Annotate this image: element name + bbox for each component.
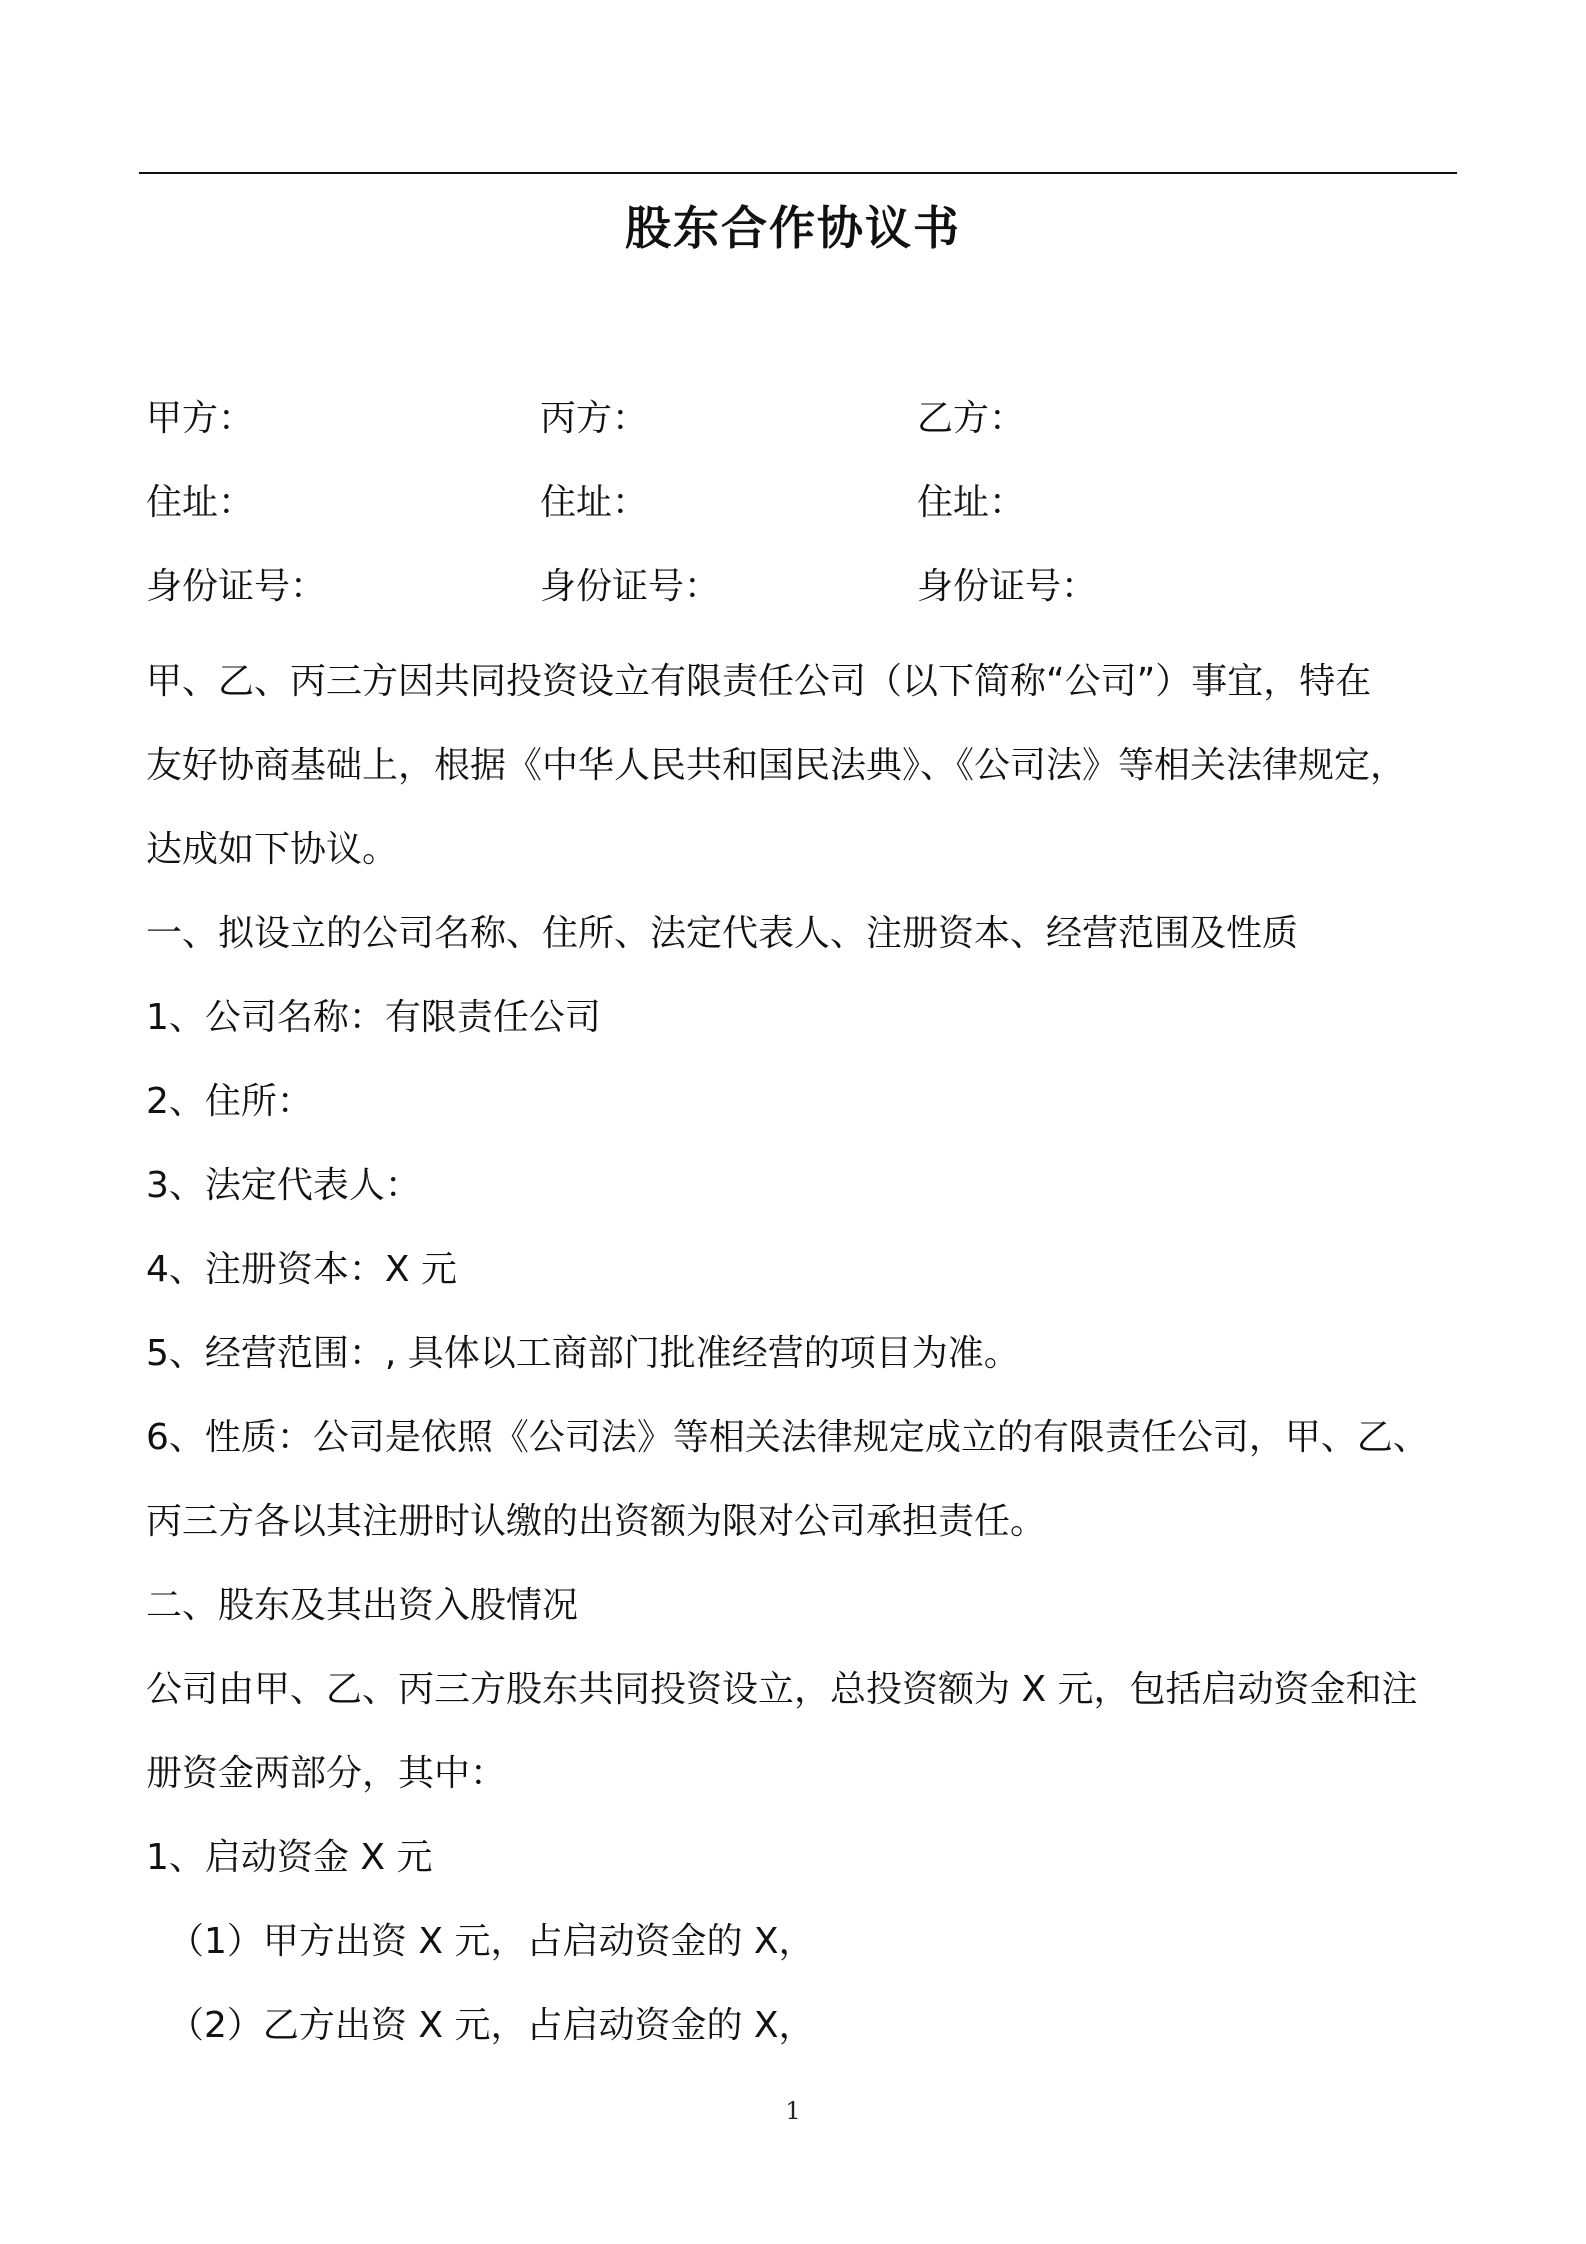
document-title: 股东合作协议书 <box>625 201 961 255</box>
party-a-label: 甲方： <box>146 398 255 439</box>
party-b-address-label: 住址： <box>917 482 1026 523</box>
company-address-item: 2、住所： <box>146 1081 313 1122</box>
party-c-address-label: 住址： <box>540 482 649 523</box>
startup-fund-party-a: （1）甲方出资 X 元，占启动资金的 X， <box>168 1921 815 1962</box>
company-nature-line-1: 6、性质：公司是依照《公司法》等相关法律规定成立的有限责任公司，甲、乙、 <box>146 1417 1429 1458</box>
capital-line-2: 册资金两部分，其中： <box>146 1753 507 1794</box>
page-number: 1 <box>785 2097 801 2125</box>
business-scope-item: 5、经营范围：, 具体以工商部门批准经营的项目为准。 <box>146 1333 1020 1374</box>
header-rule <box>139 172 1457 174</box>
party-info-grid <box>146 388 1446 640</box>
party-address-row <box>146 472 1446 556</box>
startup-fund-item: 1、启动资金 X 元 <box>146 1837 433 1878</box>
startup-fund-party-b: （2）乙方出资 X 元，占启动资金的 X， <box>168 2005 815 2046</box>
legal-representative-item: 3、法定代表人： <box>146 1165 421 1206</box>
company-name-item: 1、公司名称：有限责任公司 <box>146 997 601 1038</box>
party-a-id-label: 身份证号： <box>146 566 327 607</box>
section-1-heading: 一、拟设立的公司名称、住所、法定代表人、注册资本、经营范围及性质 <box>146 913 1299 954</box>
party-c-id-label: 身份证号： <box>540 566 721 607</box>
party-id-row <box>146 556 1446 640</box>
intro-line-3: 达成如下协议。 <box>146 829 399 870</box>
party-c-label: 丙方： <box>540 398 649 439</box>
party-b-id-label: 身份证号： <box>917 566 1098 607</box>
party-b-label: 乙方： <box>917 398 1026 439</box>
agreement-body <box>146 640 1458 2068</box>
party-a-address-label: 住址： <box>146 482 255 523</box>
intro-line-1: 甲、乙、丙三方因共同投资设立有限责任公司（以下简称“公司”）事宜，特在 <box>146 661 1372 702</box>
registered-capital-item: 4、注册资本：X 元 <box>146 1249 458 1290</box>
section-2-heading: 二、股东及其出资入股情况 <box>146 1585 579 1626</box>
party-name-row <box>146 388 1446 472</box>
company-nature-line-2: 丙三方各以其注册时认缴的出资额为限对公司承担责任。 <box>146 1501 1047 1542</box>
intro-line-2: 友好协商基础上，根据《中华人民共和国民法典》、《公司法》等相关法律规定， <box>146 745 1407 786</box>
capital-line-1: 公司由甲、乙、丙三方股东共同投资设立，总投资额为 X 元，包括启动资金和注 <box>146 1669 1418 1710</box>
